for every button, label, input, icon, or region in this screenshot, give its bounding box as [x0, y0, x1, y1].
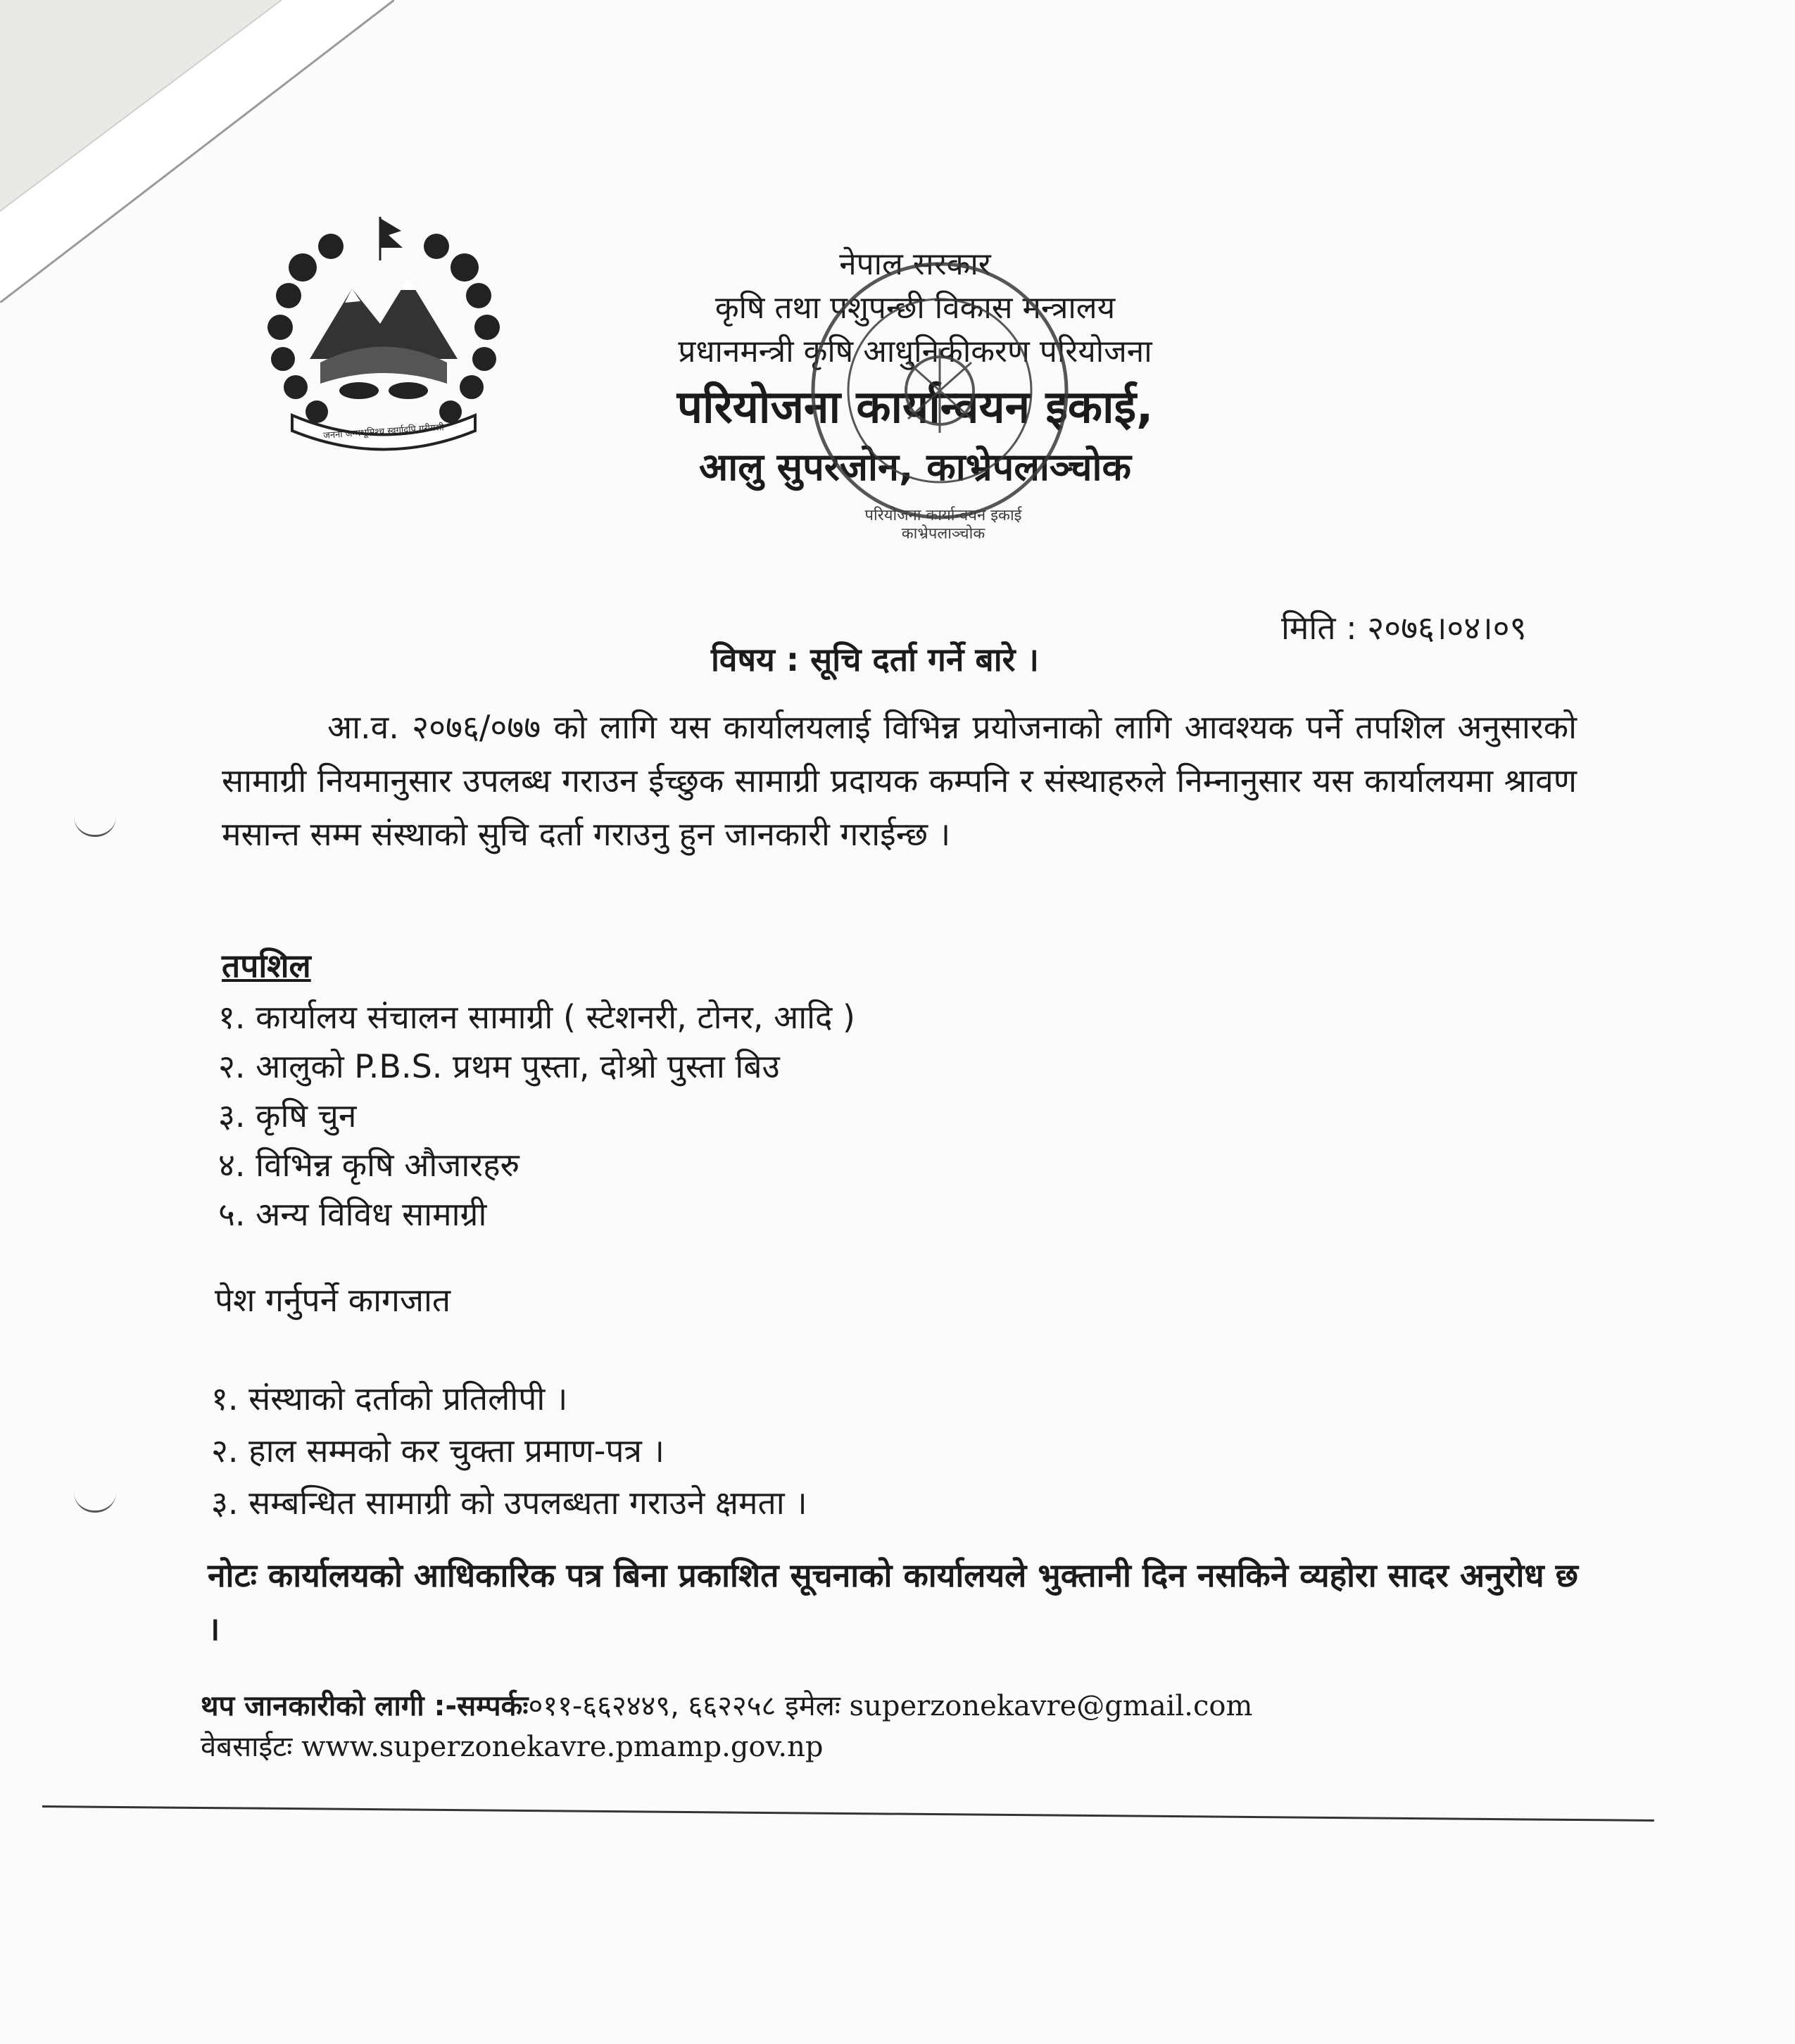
list-item: ५. अन्य विविध सामाग्री — [218, 1195, 487, 1233]
list-item: २. हाल सम्मको कर चुक्ता प्रमाण-पत्र । — [211, 1432, 665, 1470]
letter-date: मिति : २०७६।०४।०९ — [1281, 609, 1527, 647]
list-item: १. कार्यालय संचालन सामाग्री ( स्टेशनरी, टोनर, आदि ) — [218, 998, 855, 1036]
bottom-divider — [42, 1805, 1654, 1822]
details-list — [218, 992, 855, 1239]
contact-phone: ०११-६६२४४९, ६६२२५८ — [528, 1690, 776, 1722]
list-item: ४. विभिन्न कृषि औजारहरु — [218, 1146, 520, 1184]
email-label: इमेलः — [785, 1690, 840, 1722]
office-stamp-icon — [788, 250, 1091, 531]
nepal-government-emblem-icon — [260, 211, 507, 458]
details-title: तपशिल — [222, 947, 311, 985]
list-item: ३. सम्बन्धित सामाग्री को उपलब्धता गराउने क्षमता । — [211, 1484, 807, 1522]
list-item: १. संस्थाको दर्ताको प्रतिलीपी । — [211, 1380, 568, 1418]
website-label: वेबसाईटः — [201, 1731, 293, 1763]
letter-subject: विषय : सूचि दर्ता गर्ने बारे । — [711, 641, 1039, 679]
binder-hole-mark — [74, 1492, 116, 1513]
contact-info — [201, 1686, 1468, 1767]
contact-website[interactable]: www.superzonekavre.pmamp.gov.np — [301, 1731, 824, 1763]
zone-name: आलु सुपरजोन, काभ्रेपलाञ्चोक — [699, 445, 1131, 489]
stamp-text: परियोजना कार्यान्वयन इकाई काभ्रेपलाञ्चोक — [864, 507, 1022, 543]
note-text: नोटः कार्यालयको आधिकारिक पत्र बिना प्रकाशित सूचनाको कार्यालयले भुक्तानी दिन नसकिने व्यहोरा सादर अनुरोध छ । — [208, 1556, 1578, 1648]
ministry-name: कृषि तथा पशुपन्छी विकास मन्त्रालय — [714, 290, 1116, 326]
list-item: ३. कृषि चुन — [218, 1097, 357, 1135]
binder-hole-mark — [74, 816, 116, 837]
emblem-motto: जननी जन्मभूमिश्च स्वर्गादपि गरीयसी — [322, 422, 445, 441]
contact-label: थप जानकारीको लागी :-सम्पर्कः — [201, 1690, 529, 1722]
documents-title: पेश गर्नुपर्ने कागजात — [215, 1281, 451, 1319]
government-name: नेपाल सरकार — [839, 246, 991, 282]
project-name: प्रधानमन्त्री कृषि आधुनिकीकरण परियोजना — [678, 334, 1152, 370]
unit-name: परियोजना कार्यान्वयन इकाई, — [676, 381, 1154, 434]
list-item: २. आलुको P.B.S. प्रथम पुस्ता, दोश्रो पुस्ता बिउ — [218, 1047, 780, 1085]
contact-email[interactable]: superzonekavre@gmail.com — [849, 1690, 1253, 1722]
body-paragraph: आ.व. २०७६/०७७ को लागि यस कार्यालयलाई विभिन्न प्रयोजनाको लागि आवश्यक पर्ने तपशिल अनुसारको सामाग्री नियमानुसार उपलब्ध गराउन ईच्छुक सामाग्री प्रदायक कम्पनि र संस्थाहरुले निम्नानुसार यस कार्यालयमा श्रावण मसान्त सम्म संस्थाको सुचि दर्ता गराउनु हुन जानकारी गराईन्छ । — [222, 708, 1577, 853]
documents-list — [211, 1373, 807, 1529]
